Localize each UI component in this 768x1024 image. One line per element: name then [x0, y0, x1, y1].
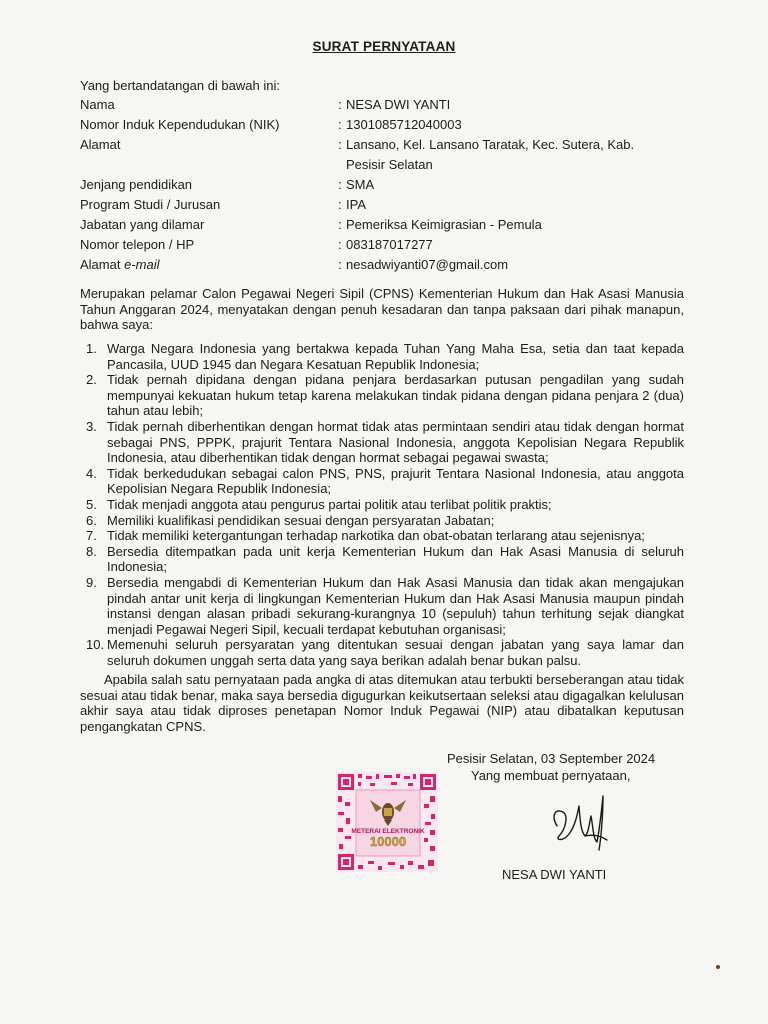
stamp-amount: 10000	[369, 834, 407, 849]
field-separator: :	[338, 117, 342, 132]
list-item	[80, 466, 684, 497]
field-separator: :	[338, 217, 342, 232]
field-separator: :	[338, 257, 342, 272]
field-row-education	[80, 175, 690, 195]
list-item-text: Tidak memiliki ketergantungan terhadap narkotika dan obat-obatan terlarang atau sejenisnya;	[107, 528, 645, 544]
identity-table	[80, 95, 690, 275]
field-value: NESA DWI YANTI	[346, 97, 451, 112]
field-separator: :	[338, 97, 342, 112]
list-item-number: 3.	[86, 418, 97, 434]
consequence-text: Apabila salah satu pernyataan pada angka di atas ditemukan atau terbukti berseberangan atau tidak sesuai atau tidak benar, maka saya bersedia digugurkan keikutsertaan seleksi atau digagalkan kelulusan akhir saya atau tidak diproses penetapan Nomor Induk Pegawai (NIP) atau dibatalkan keputusan pengangkatan CPNS.	[80, 672, 684, 734]
field-value: IPA	[346, 197, 366, 212]
field-label: Nomor Induk Kependudukan (NIK)	[80, 117, 280, 132]
document-title: SURAT PERNYATAAN	[312, 39, 456, 54]
list-item	[80, 575, 684, 637]
field-value: 083187017277	[346, 237, 433, 252]
address-line-1: Lansano, Kel. Lansano Taratak, Kec. Sutera, Kab.	[346, 137, 635, 152]
list-item-number: 5.	[86, 496, 97, 512]
field-row-nik	[80, 115, 690, 135]
field-label: Program Studi / Jurusan	[80, 197, 221, 212]
list-item-number: 9.	[86, 574, 97, 590]
field-value: nesadwiyanti07@gmail.com	[346, 257, 509, 272]
list-item-number: 2.	[86, 372, 97, 388]
field-label: Jabatan yang dilamar	[80, 217, 205, 232]
list-item-number: 6.	[86, 512, 97, 528]
field-label: Alamat	[80, 137, 121, 152]
consequence-paragraph	[80, 672, 684, 734]
list-item-text: Tidak berkedudukan sebagai calon PNS, PNS, prajurit Tentara Nasional Indonesia, atau anggota Kepolisian Negara Republik Indonesia;	[107, 465, 684, 497]
field-label: Nomor telepon / HP	[80, 237, 195, 252]
e-meterai-stamp	[336, 772, 438, 872]
list-item-text: Tidak pernah diberhentikan dengan hormat tidak atas permintaan sendiri atau tidak dengan hormat sebagai PNS, PPPK, prajurit Tentara Nasional Indonesia, anggota Kepolisian Negara Republik Indonesia, atau diberhentikan tidak dengan hormat sebagai pegawai swasta;	[107, 418, 684, 466]
list-item-text: Bersedia ditempatkan pada unit kerja Kementerian Hukum dan Hak Asasi Manusia di seluruh Indonesia;	[107, 543, 684, 575]
field-label-italic: e-mail	[124, 257, 160, 272]
field-value: 1301085712040003	[346, 117, 462, 132]
handwritten-signature	[545, 786, 615, 856]
list-item	[80, 528, 684, 544]
field-row-address	[80, 135, 690, 175]
list-item-text: Warga Negara Indonesia yang bertakwa kepada Tuhan Yang Maha Esa, setia dan taat kepada Pancasila, UUD 1945 dan Negara Kesatuan Republik Indonesia;	[107, 341, 684, 372]
list-item-text: Tidak menjadi anggota atau pengurus partai politik atau terlibat politik praktis;	[107, 496, 552, 512]
field-label	[80, 255, 338, 275]
list-item	[80, 497, 684, 513]
field-row-phone	[80, 235, 690, 255]
list-item	[80, 544, 684, 575]
list-item-number: 4.	[86, 465, 97, 481]
field-row-position	[80, 215, 690, 235]
statement-list	[80, 341, 684, 668]
list-item	[80, 372, 684, 419]
field-separator: :	[338, 137, 342, 152]
field-value: Pemeriksa Keimigrasian - Pemula	[346, 217, 542, 232]
intro-text: Yang bertandatangan di bawah ini:	[80, 78, 280, 93]
list-item-number: 10.	[86, 637, 105, 653]
field-separator: :	[338, 177, 342, 192]
address-line-2: Pesisir Selatan	[346, 157, 433, 172]
field-separator: :	[338, 237, 342, 252]
field-row-email	[80, 255, 690, 275]
list-item-text: Tidak pernah dipidana dengan pidana penjara berdasarkan putusan pengadilan yang sudah mempunyai kekuatan hukum tetap karena melakukan tindak pidana dengan pidana penjara 2 (dua) tahun atau lebih;	[107, 372, 684, 419]
declaration-paragraph: Merupakan pelamar Calon Pegawai Negeri Sipil (CPNS) Kementerian Hukum dan Hak Asasi Manusia Tahun Anggaran 2024, menyatakan dengan penuh kesadaran dan tanpa paksaan dari pihak manapun, bahwa saya:	[80, 286, 684, 332]
signature-block	[447, 750, 655, 784]
field-value: SMA	[346, 177, 375, 192]
field-label: Jenjang pendidikan	[80, 177, 193, 192]
list-item-text: Memenuhi seluruh persyaratan yang ditentukan sesuai dengan jabatan yang saya lamar dan seluruh dokumen unggah serta data yang saya berikan adalah benar bukan palsu.	[107, 637, 684, 668]
list-item-number: 1.	[86, 341, 97, 356]
list-item	[80, 637, 684, 668]
stamp-label: METERAI ELEKTRONIK	[351, 828, 425, 835]
list-item-text: Bersedia mengabdi di Kementerian Hukum dan Hak Asasi Manusia dan tidak akan mengajukan pindah antar unit kerja di lingkungan Kementerian Hukum dan Hak Asasi Manusia maupun pindah instansi dengan alasan pribadi sekurang-kurangnya 10 (sepuluh) tahun terhitung sejak diangkat menjadi Pegawai Negeri Sipil, kecuali terdapat kebutuhan organisasi;	[107, 574, 684, 637]
field-separator: :	[338, 197, 342, 212]
signer-name: NESA DWI YANTI	[502, 867, 607, 882]
list-item	[80, 341, 684, 372]
list-item-number: 8.	[86, 543, 97, 559]
ink-speck	[716, 965, 720, 969]
field-row-major	[80, 195, 690, 215]
list-item	[80, 419, 684, 466]
list-item-text: Memiliki kualifikasi pendidikan sesuai dengan persyaratan Jabatan;	[107, 512, 495, 528]
list-item-number: 7.	[86, 528, 97, 544]
signer-role: Yang membuat pernyataan,	[471, 768, 631, 783]
field-label: Nama	[80, 97, 115, 112]
place-date: Pesisir Selatan, 03 September 2024	[447, 751, 656, 766]
field-row-name	[80, 95, 690, 115]
field-label-prefix: Alamat	[80, 257, 125, 272]
field-value	[346, 135, 690, 175]
list-item	[80, 513, 684, 529]
